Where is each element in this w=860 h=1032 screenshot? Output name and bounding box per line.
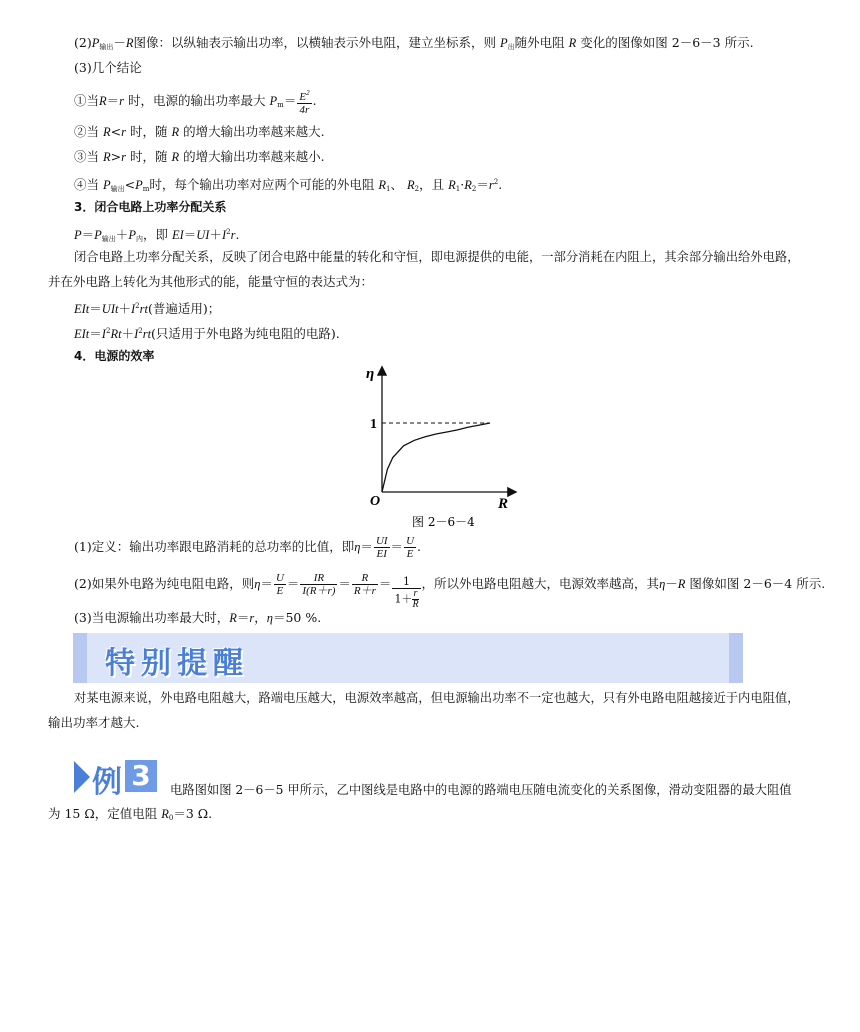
- example-label: 例: [92, 765, 122, 800]
- reminder-paragraph-2: 输出功率才越大.: [48, 715, 140, 730]
- paragraph-energy-2: 并在外电路上转化为其他形式的能，能量守恒的表达式为：: [48, 274, 374, 289]
- y-tick-1: 1: [370, 417, 377, 432]
- banner-title: 特别提醒: [105, 646, 249, 681]
- efficiency-pure-resistance: (2)如果外电路为纯电阻电路，则η＝ $\frac{U}{E}$ ＝ $\frac{IR}{I(R+r)}$ ＝ $\frac{R}{R+r}$ ＝ 1 1＋ $\frac{r}{R}$ ，所以外电路电阻越大，电源效率越高，其η－R 图像如图 2－6－4 所示.: [74, 572, 826, 610]
- heading-conclusions: (3)几个结论: [74, 60, 142, 75]
- example-number: 3: [125, 760, 157, 792]
- fraction-r-rr: $\frac{R}{R+r}$: [353, 572, 376, 597]
- fraction-u-e: $\frac{U}{E}$: [406, 535, 415, 560]
- line-p-r-graph: $(2)P_{输出}-R$图像：以纵轴表示输出功率，以横轴表示外电阻，建立坐标系，则 $P_出$随外电阻 R 变化的图像如图 2－6－3 所示.: [74, 35, 754, 51]
- example-arrow-icon: [74, 761, 90, 793]
- banner-right-bar: [729, 633, 743, 683]
- heading-power-distribution: 3．闭合电路上功率分配关系: [74, 200, 227, 214]
- reminder-paragraph-1: 对某电源来说，外电路电阻越大，路端电压越大，电源效率越高，但电源输出功率不一定也越大，只有外电路电阻越接近于内电阻值，: [74, 691, 800, 705]
- example-text-1: 电路图如图 2－6－5 甲所示，乙中图线是电路中的电源的路端电压随电流变化的关系图像，滑动变阻器的最大阻值: [170, 783, 792, 797]
- x-axis-label: R: [498, 496, 509, 512]
- conclusion-1: ①当R＝r 时，电源的输出功率最大 $P_m=$ $\frac{E^2}{4r}$ .: [74, 89, 317, 116]
- fraction-pmax: $\frac{E^2}{4r}$: [299, 89, 310, 116]
- power-relation: $P=P_{输出}+P_内$，即 $EI=UI+I^2r$.: [74, 227, 240, 243]
- efficiency-curve: [382, 423, 490, 492]
- conclusion-4: ④当 $P_{输出}<P_m$时，每个输出功率对应两个可能的外电阻 $R_1$、 $R_2$，且 $R_1\cdot R_2=r^2$.: [74, 177, 503, 193]
- chart-caption: 图 2－6－4: [412, 515, 475, 529]
- equation-pure-resistance: $EIt=I^2Rt+I^2rt$(只适用于外电路为纯电阻的电路).: [74, 326, 340, 341]
- fraction-u-e-2: $\frac{U}{E}$: [275, 572, 284, 597]
- equation-general: $EIt=UIt+I^2rt$(普遍适用)；: [74, 301, 221, 316]
- example-text-2: 为 15 Ω，定值电阻 $R_0=3$ Ω.: [48, 806, 213, 822]
- fraction-ui-ei: $\frac{UI}{EI}$: [375, 535, 388, 560]
- fraction-ir: $\frac{IR}{I(R+r)}$: [302, 572, 336, 597]
- fraction-compound: 1 1＋ $\frac{r}{R}$: [394, 574, 419, 610]
- paragraph-energy-1: 闭合电路上功率分配关系，反映了闭合电路中能量的转化和守恒，即电源提供的电能，一部分消耗在内阻上，其余部分输出给外电路，: [74, 250, 800, 264]
- origin-label: O: [370, 494, 381, 509]
- special-reminder-banner: [73, 633, 743, 683]
- banner-left-bar: [73, 633, 87, 683]
- efficiency-definition: (1)定义：输出功率跟电路消耗的总功率的比值，即η＝ $\frac{UI}{EI}$ ＝ $\frac{U}{E}$ .: [74, 535, 421, 560]
- efficiency-chart: [360, 362, 520, 532]
- efficiency-at-max: (3)当电源输出功率最大时，R＝r，η＝50 %.: [74, 610, 322, 625]
- heading-efficiency: 4．电源的效率: [74, 349, 155, 363]
- conclusion-2: ②当 R<r 时，随 R 的增大输出功率越来越大.: [74, 124, 325, 139]
- y-axis-label: η: [366, 366, 375, 382]
- conclusion-3: ③当 R>r 时，随 R 的增大输出功率越来越小.: [74, 149, 325, 164]
